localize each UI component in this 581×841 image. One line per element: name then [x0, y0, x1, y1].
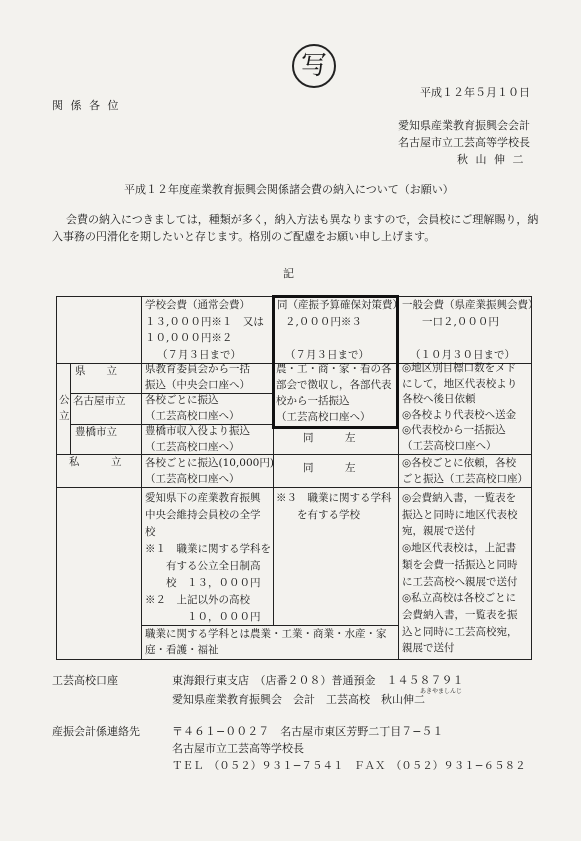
vocational-subjects-note: 職業に関する学科とは農業・工業・商業・水産・家 庭・看護・福祉 [145, 628, 387, 656]
public-label: 公 立 [59, 394, 70, 422]
row-label-prefectural: 県 立 [75, 365, 117, 377]
copy-stamp: 写 [292, 44, 336, 88]
general-fee-notes: ◎会費納入書，一覧表を 振込と同時に地区代表校 宛，親展で送付 ◎地区代表校は，上記書 類を会費一括振込と同時 に工芸高校へ親展で送付 ◎私立高校は各校ごとに 会費納入書，一覧表を振 込と同時に工芸高校宛， 親展で送付 [402, 492, 518, 655]
bank-holder: 愛知県産業教育振興会 会計 工芸高校 秋山伸二 [172, 693, 425, 706]
body-line-1: 会費の納入につきましては，種類が多く，納入方法も異なりますので，会員校にご理解賜り，納 [66, 213, 539, 226]
budget-fee-toyohashi-same: 同 左 [303, 432, 356, 444]
private-school-fee: 各校ごとに振込(10,000円) （工芸高校口座へ） [145, 457, 274, 485]
contact-label: 産振会計係連絡先 [52, 725, 140, 738]
prefectural-payment: 県教育委員会から一括 振込（中央会口座へ） [145, 363, 250, 391]
header-general-fee: 一般会費（県産業振興会費） 一口２,０００円 （１０月３０日まで） [402, 299, 539, 361]
contact-phone-fax: ＴＥＬ （０５２）９３１−７５４１ ＦＡＸ （０５２）９３１−６５８２ [172, 760, 526, 772]
bank-label: 工芸高校口座 [52, 674, 118, 687]
sender-org-1: 愛知県産業教育振興会会計 [398, 119, 530, 132]
toyohashi-payment: 豊橋市収入役より振込 （工芸高校口座へ） [145, 425, 250, 453]
bank-account: 東海銀行東支店 （店番２０８）普通預金 １４５８７９１ [172, 674, 464, 687]
fee-table [56, 296, 539, 660]
document-date: 平成１２年５月１０日 [420, 86, 530, 99]
contact-address: 〒４６１−００２７ 名古屋市東区芳野二丁目７−５１ [172, 725, 444, 738]
budget-fee-public-method: 農・工・商・家・看の各 部会で徴収し，各部代表 校から一括振込 （工芸高校口座へ） [276, 363, 392, 423]
sender-org-2: 名古屋市立工芸高等学校長 [398, 136, 530, 149]
private-budget-fee: 同 左 [303, 462, 356, 474]
row-label-private: 私 立 [69, 456, 122, 468]
school-fee-notes: 愛知県下の産業教育振興 中央会維持会員校の全学 校 ※１ 職業に関する学科を 有する公立全日制高 校 １３，０００円 ※２ 上記以外の高校 １０，０００円 [145, 492, 271, 623]
general-fee-public-method: ◎地区別目標口数をメド にして，地区代表校より 各校へ後日依頼 ◎各校より代表校へ送金 ◎代表校から一括振込 （工芸高校口座へ） [402, 362, 518, 452]
sender-name: 秋 山 伸 二 [457, 153, 526, 166]
row-label-toyohashi: 豊橋市立 [75, 426, 117, 438]
bank-ruby: あきやましんじ [420, 688, 463, 695]
ki-heading: 記 [283, 267, 294, 280]
row-label-nagoya: 名古屋市立 [73, 395, 126, 407]
contact-school: 名古屋市立工芸高等学校長 [172, 742, 304, 755]
body-line-2: 入事務の円滑化を期したいと存じます。格別のご配慮をお願い申し上げます。 [52, 230, 436, 243]
private-general-fee: ◎各校ごとに依頼，各校 ごと振込（工芸高校口座） [402, 457, 528, 485]
header-budget-fee: 同（産振予算確保対策費） ２,０００円※３ （７月３日まで） [277, 299, 403, 361]
budget-fee-notes: ※３ 職業に関する学科 を有する学校 [276, 492, 392, 521]
addressee: 関 係 各 位 [52, 99, 121, 112]
document-title: 平成１２年度産業教育振興会関係諸会費の納入について（お願い） [124, 183, 454, 196]
nagoya-payment: 各校ごとに振込 （工芸高校口座へ） [145, 394, 240, 422]
header-school-fee: 学校会費（通常会費） １３,０００円※１ 又は １０,０００円※２ （７月３日まで） [145, 299, 264, 361]
